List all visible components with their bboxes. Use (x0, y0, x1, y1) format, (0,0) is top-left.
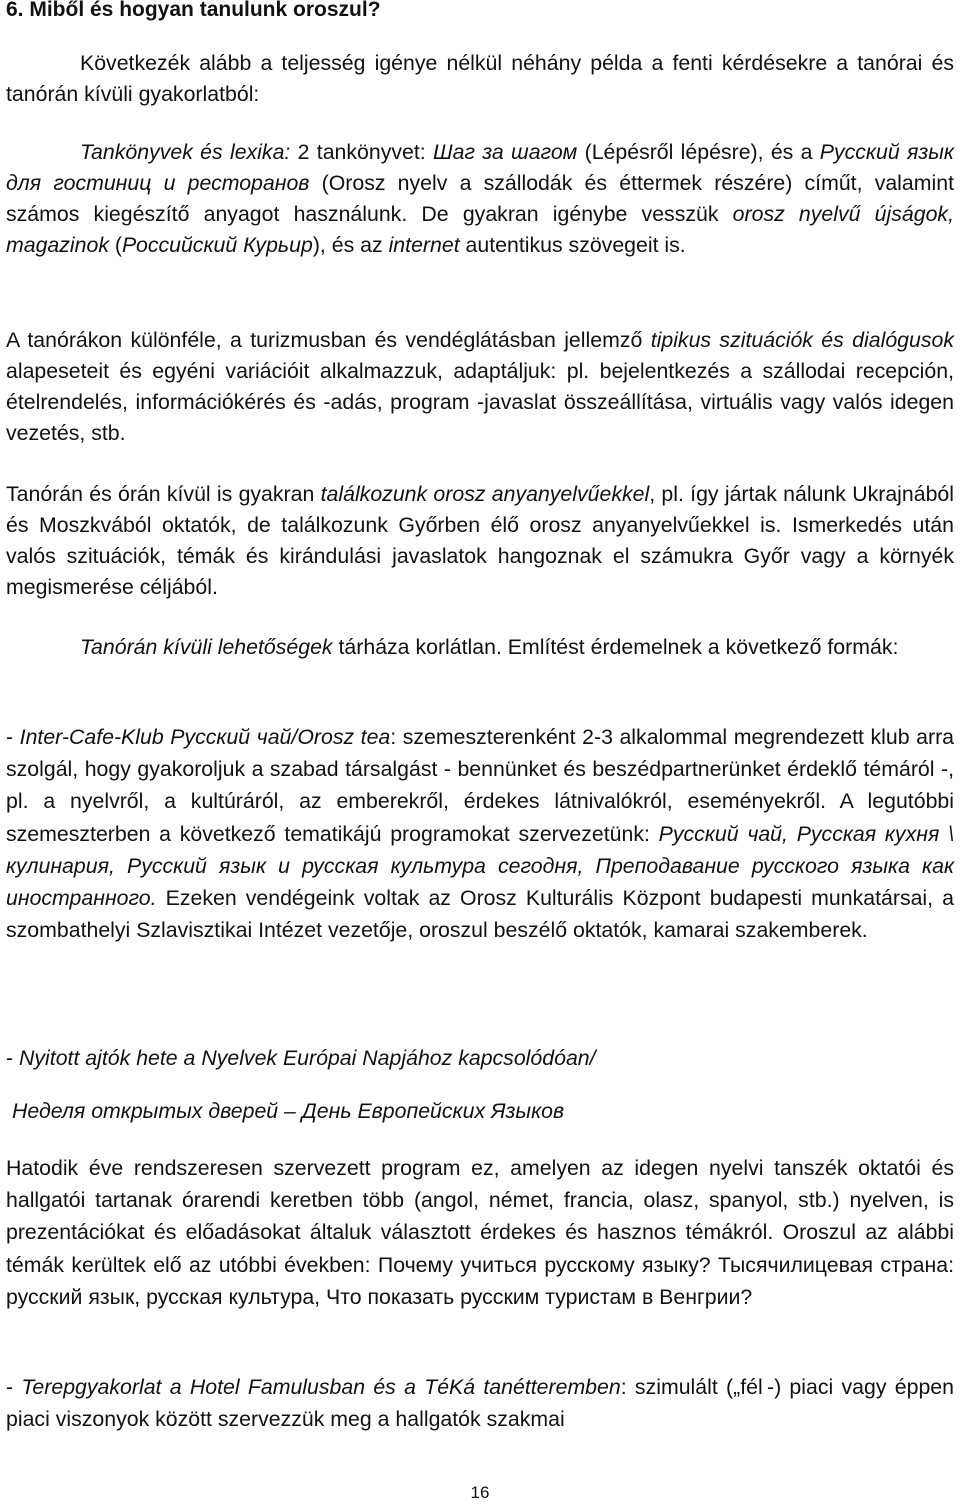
italic-text-run: Terepgyakorlat a Hotel Famulusban és a TéKá tanétteremben (21, 1375, 621, 1399)
open-doors-russian-title: Неделя открытых дверей – День Европейских Языков (12, 1099, 565, 1123)
text-run: - (6, 1046, 20, 1070)
native-speakers-paragraph (6, 479, 954, 603)
text-run: (Lépésről lépésre), és a (577, 140, 820, 164)
program-paragraph (6, 1152, 954, 1313)
text-run: tárháza korlátlan. Említést érdemelnek a következő formák: (332, 635, 899, 659)
text-run: Tanórán és órán kívül is gyakran (6, 482, 321, 506)
text-run: ), és az (312, 233, 389, 257)
club-paragraph (6, 721, 954, 946)
italic-text-run: Nyitott ajtók hete a Nyelvek Európai Napjához kapcsolódóan/ (19, 1046, 596, 1070)
text-run: Következék alább a teljesség igénye nélkül néhány példa a fenti kérdésekre a tanórai és tanórán kívüli gyakorlatból: (6, 51, 954, 106)
text-run: , pl. így jártak nálunk Ukrajnából és Moszkvából oktatók, de találkozunk Győrben élő orosz anyanyelvűekkel is. Ismerkedés után valós szituációk, témák és kirándulási javaslatok hangoznak el számukra Győr vagy a környék megismerése céljából. (6, 482, 955, 599)
open-doors-paragraph (6, 1043, 954, 1074)
textbooks-paragraph (6, 137, 954, 261)
italic-text-run: Tanórán kívüli lehetőségek (80, 635, 333, 659)
text-run: Hatodik éve rendszeresen szervezett program ez, amelyen az idegen nyelvi tanszék oktatói és hallgatói tartanak órarendi keretben több (angol, német, francia, olasz, spanyol, stb.) nyelven, is prezentációkat és előadásokat általuk választott érdekes és hasznos témákról. Oroszul az alábbi témák kerültek elő az utóbbi években: Почему учиться русскому языку? Тысячилицевая страна: русский язык, русская культура, Что показать русским туристам в Венгрии? (6, 1156, 954, 1309)
italic-text-run: Российский Курьир (122, 233, 313, 257)
field-practice-paragraph (6, 1371, 954, 1435)
italic-text-run: internet (388, 233, 460, 257)
italic-text-run: tipikus szituációk és dialógusok (650, 328, 954, 352)
text-run: A tanórákon különféle, a turizmusban és vendéglátásban jellemző (6, 328, 651, 352)
text-run: : szemeszterenként 2-3 alkalommal megrendezett klub arra szolgál, hogy gyakoroljuk a szabad társalgást - bennünket és beszédpartnerünket érdeklő témáról -, pl. a nyelvről, a kultúráról, az emberekről, érdekes látnivalókról, eseményekről. A legutóbbi szemeszterben a következő tematikájú programokat szervezetünk: (6, 725, 955, 846)
text-run: (Orosz nyelv a szállodák és éttermek részére) címűt, valamint számos kiegészítő anyagot használunk. De gyakran igénybe vesszük (6, 171, 954, 226)
text-run: ( (109, 233, 123, 257)
extracurricular-paragraph (6, 632, 954, 663)
italic-text-run: Русский язык для гостиниц и ресторанов (6, 140, 954, 195)
section-heading: 6. Miből és hogyan tanulunk oroszul? (6, 0, 381, 21)
text-run: 2 tankönyvet: (290, 140, 433, 164)
italic-text-run: orosz nyelvű újságok, magazinok (6, 202, 954, 257)
situations-paragraph (6, 325, 954, 449)
text-run: Ezeken vendégeink voltak az Orosz Kulturális Központ budapesti munkatársai, a szombathelyi Szlavisztikai Intézet vezetője, oroszul beszélő oktatók, kamarai szakemberek. (6, 886, 954, 943)
italic-text-run: Русский чай, Русская кухня \ кулинария, Русский язык и русская культура сегодня, Преподавание русского языка как иностранного. (6, 821, 954, 911)
italic-text-run: Tankönyvek és lexika: (80, 140, 291, 164)
text-run: autentikus szövegeit is. (459, 233, 686, 257)
text-run: alapeseteit és egyéni variációit alkalmazzuk, adaptáljuk: pl. bejelentkezés a szállodai recepción, ételrendelés, információkérés és -adás, program -javaslat összeállítása, virtuális vagy valós idegen vezetés, stb. (6, 359, 954, 445)
intro-paragraph (6, 48, 954, 110)
italic-text-run: találkozunk orosz anyanyelvűekkel (320, 482, 650, 506)
page-number: 16 (470, 1483, 490, 1502)
text-run: : szimulált („fél -) piaci vagy éppen piaci viszonyok között szervezzük meg a hallgatók szakmai (6, 1375, 954, 1432)
text-run: - (6, 725, 20, 749)
italic-text-run: Шаг за шагом (433, 140, 578, 164)
italic-text-run: Inter-Cafe-Klub Русский чай/Orosz tea (19, 725, 391, 749)
text-run: - (6, 1375, 22, 1399)
